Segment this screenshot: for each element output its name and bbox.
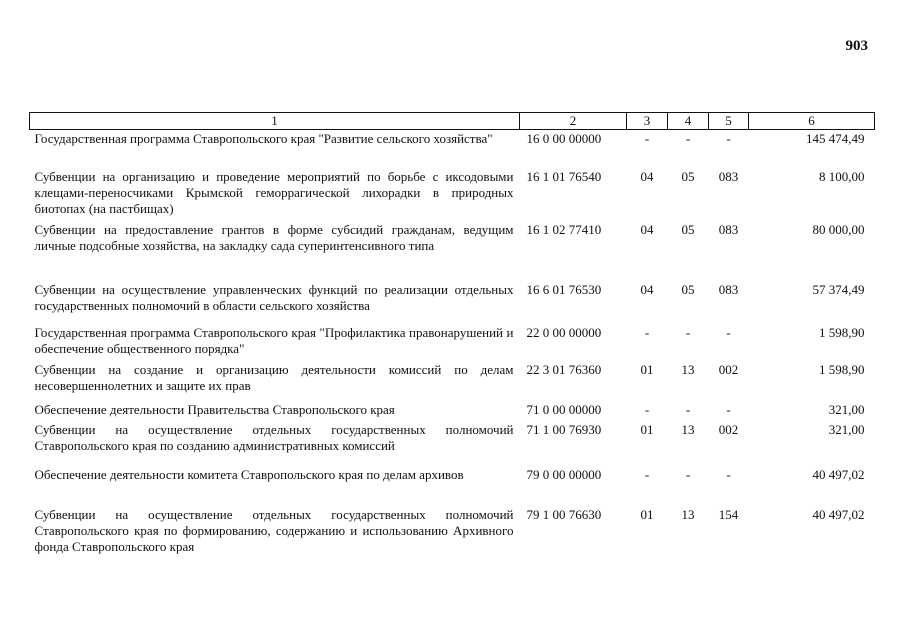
table-row — [30, 401, 875, 421]
row-expense-type: - — [726, 131, 731, 146]
row-amount: 40 497,02 — [812, 466, 865, 482]
row-section: 04 — [640, 281, 654, 297]
page-number: 903 — [845, 38, 868, 54]
header-col-5: 5 — [709, 113, 749, 130]
table-row — [30, 168, 875, 221]
table-header-row — [30, 113, 875, 130]
row-section: 01 — [640, 421, 654, 437]
row-code: 16 1 01 76540 — [526, 168, 602, 184]
row-code: 22 0 00 00000 — [526, 324, 602, 340]
row-expense-type: - — [726, 466, 731, 482]
table-row — [30, 506, 875, 558]
budget-table — [29, 112, 875, 558]
row-amount: 57 374,49 — [812, 281, 865, 297]
row-amount: 8 100,00 — [819, 168, 865, 184]
row-name: Субвенции на осуществление отдельных государственных полномочий Ставропольского края по созданию административных комиссий — [34, 421, 514, 453]
table-row — [30, 281, 875, 324]
table-row — [30, 466, 875, 506]
row-amount: 321,00 — [828, 401, 865, 417]
row-name: Субвенции на организацию и проведение мероприятий по борьбе с иксодовыми клещами-переносчиками Крымской геморрагической лихорадки в природных биотопах (на пастбищах) — [34, 168, 514, 216]
row-name: Обеспечение деятельности Правительства Ставропольского края — [34, 401, 395, 417]
header-col-4: 4 — [668, 113, 709, 130]
row-section: - — [644, 131, 650, 146]
row-subsection: 05 — [681, 221, 695, 237]
header-col-1: 1 — [30, 113, 520, 130]
row-subsection: 13 — [681, 421, 695, 437]
row-expense-type: 083 — [718, 221, 739, 237]
row-code: 79 1 00 76630 — [526, 506, 602, 522]
row-section: 04 — [640, 168, 654, 184]
row-name: Субвенции на осуществление отдельных государственных полномочий Ставропольского края по формированию, содержанию и использованию Архивного фонда Ставропольского края — [34, 506, 514, 554]
row-subsection: 13 — [681, 506, 695, 522]
row-subsection: 13 — [681, 361, 695, 377]
header-col-2: 2 — [520, 113, 627, 130]
row-name: Государственная программа Ставропольского края "Развитие сельского хозяйства" — [34, 131, 493, 146]
row-subsection: - — [685, 131, 691, 146]
row-section: 04 — [640, 221, 654, 237]
row-name: Субвенции на осуществление управленческих функций по реализации отдельных государственных полномочий в области сельского хозяйства — [34, 281, 514, 313]
row-amount: 1 598,90 — [819, 361, 865, 377]
table-row — [30, 324, 875, 361]
row-name: Обеспечение деятельности комитета Ставропольского края по делам архивов — [34, 466, 464, 482]
row-section: - — [644, 324, 650, 340]
row-expense-type: - — [726, 401, 731, 417]
table-row — [30, 130, 875, 168]
row-code: 16 1 02 77410 — [526, 221, 602, 237]
row-section: - — [644, 466, 650, 482]
row-code: 71 0 00 00000 — [526, 401, 602, 417]
row-amount: 1 598,90 — [819, 324, 865, 340]
header-col-6: 6 — [749, 113, 875, 130]
row-code: 16 6 01 76530 — [526, 281, 602, 297]
row-code: 16 0 00 00000 — [526, 131, 602, 146]
row-expense-type: 154 — [718, 506, 739, 522]
row-expense-type: - — [726, 324, 731, 340]
row-subsection: - — [685, 466, 691, 482]
row-subsection: - — [685, 401, 691, 417]
row-code: 79 0 00 00000 — [526, 466, 602, 482]
table-row — [30, 361, 875, 401]
row-amount: 80 000,00 — [812, 221, 865, 237]
table-row — [30, 421, 875, 466]
row-section: - — [644, 401, 650, 417]
row-subsection: 05 — [681, 281, 695, 297]
row-expense-type: 002 — [718, 421, 739, 437]
row-amount: 145 474,49 — [806, 131, 865, 146]
header-col-3: 3 — [627, 113, 668, 130]
row-section: 01 — [640, 506, 654, 522]
row-code: 22 3 01 76360 — [526, 361, 602, 377]
row-code: 71 1 00 76930 — [526, 421, 602, 437]
row-expense-type: 083 — [718, 168, 739, 184]
table-row — [30, 221, 875, 281]
row-expense-type: 083 — [718, 281, 739, 297]
row-amount: 40 497,02 — [812, 506, 865, 522]
row-name: Субвенции на предоставление грантов в форме субсидий гражданам, ведущим личные подсобные хозяйства, на закладку сада суперинтенсивного типа — [34, 221, 514, 253]
row-name: Субвенции на создание и организацию деятельности комиссий по делам несовершеннолетних и защите их прав — [34, 361, 514, 393]
row-expense-type: 002 — [718, 361, 739, 377]
row-subsection: 05 — [681, 168, 695, 184]
row-amount: 321,00 — [828, 421, 865, 437]
row-section: 01 — [640, 361, 654, 377]
row-name: Государственная программа Ставропольского края "Профилактика правонарушений и обеспечение общественного порядка" — [34, 324, 514, 356]
row-subsection: - — [685, 324, 691, 340]
